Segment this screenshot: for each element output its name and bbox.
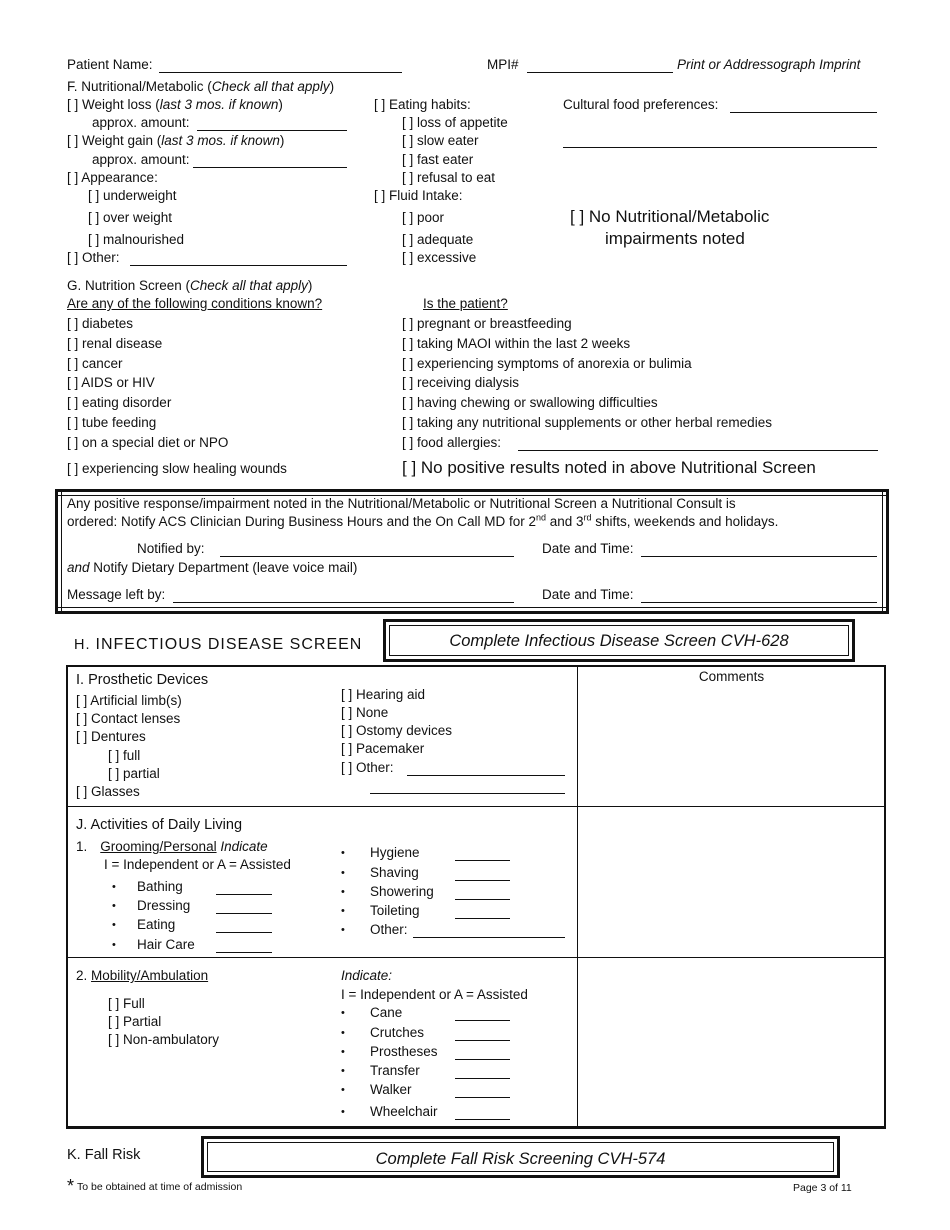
weight-loss-checkbox[interactable]: [ ] Weight loss (last 3 mos. if known) [67, 97, 283, 112]
wheelchair-field[interactable] [455, 1119, 510, 1120]
fluid-poor-checkbox[interactable]: [ ] poor [402, 210, 445, 225]
mobility-partial-checkbox[interactable]: [ ] Partial [108, 1014, 162, 1029]
overweight-checkbox[interactable]: [ ] over weight [88, 210, 173, 225]
fall-risk-link[interactable]: Complete Fall Risk Screening CVH-574 [375, 1150, 666, 1168]
crutches-label: Crutches [370, 1025, 425, 1040]
other-field[interactable] [130, 265, 347, 266]
bullet-icon: • [341, 1065, 345, 1077]
message-left-by-label: Message left by: [67, 587, 166, 602]
supplements-checkbox[interactable]: [ ] taking any nutritional supplements or other herbal remedies [402, 415, 772, 430]
tube-feeding-checkbox[interactable]: [ ] tube feeding [67, 415, 157, 430]
footer-note: To be obtained at time of admission [77, 1181, 243, 1193]
aids-hiv-checkbox[interactable]: [ ] AIDS or HIV [67, 375, 155, 390]
hygiene-field[interactable] [455, 860, 510, 861]
dentures-partial-checkbox[interactable]: [ ] partial [108, 766, 160, 781]
notify-dietary-text: and Notify Dietary Department (leave voice mail) [67, 560, 358, 575]
bullet-icon: • [112, 881, 116, 893]
anorexia-bulimia-checkbox[interactable]: [ ] experiencing symptoms of anorexia or bulimia [402, 356, 692, 371]
showering-label: Showering [370, 884, 434, 899]
maoi-checkbox[interactable]: [ ] taking MAOI within the last 2 weeks [402, 336, 631, 351]
page-number: Page 3 of 11 [793, 1182, 852, 1194]
toileting-label: Toileting [370, 903, 420, 918]
bullet-icon: • [341, 924, 345, 936]
bullet-icon: • [341, 1106, 345, 1118]
mobility-heading: 2. Mobility/Ambulation [76, 968, 209, 983]
appearance-checkbox[interactable]: [ ] Appearance: [67, 170, 158, 185]
weight-loss-amount-field[interactable] [197, 130, 347, 131]
weight-loss-amount-label: approx. amount: [92, 115, 190, 130]
bullet-icon: • [112, 919, 116, 931]
bullet-icon: • [341, 1007, 345, 1019]
asterisk-mark: * [67, 1176, 75, 1196]
eating-field[interactable] [216, 932, 272, 933]
fluid-excessive-checkbox[interactable]: [ ] excessive [402, 250, 477, 265]
weight-gain-amount-label: approx. amount: [92, 152, 190, 167]
section-f-title: F. Nutritional/Metabolic (Check all that apply) [67, 79, 335, 94]
patient-name-field[interactable] [159, 72, 402, 73]
cancer-checkbox[interactable]: [ ] cancer [67, 356, 123, 371]
cane-label: Cane [370, 1005, 403, 1020]
mpi-label: MPI# [487, 57, 519, 72]
dressing-label: Dressing [137, 898, 191, 913]
none-checkbox[interactable]: [ ] None [341, 705, 389, 720]
eating-habits-checkbox[interactable]: [ ] Eating habits: [374, 97, 471, 112]
no-nutritional-impairments-checkbox[interactable]: [ ] No Nutritional/Metabolic [570, 207, 770, 226]
artificial-limbs-checkbox[interactable]: [ ] Artificial limb(s) [76, 693, 182, 708]
devices-other-checkbox[interactable]: [ ] Other: [341, 760, 394, 775]
cultural-food-label: Cultural food preferences: [563, 97, 719, 112]
fast-eater-checkbox[interactable]: [ ] fast eater [402, 152, 474, 167]
wheelchair-label: Wheelchair [370, 1104, 438, 1119]
bullet-icon: • [341, 1046, 345, 1058]
shaving-field[interactable] [455, 880, 510, 881]
section-k-title: K. Fall Risk [67, 1147, 141, 1163]
dialysis-checkbox[interactable]: [ ] receiving dialysis [402, 375, 520, 390]
dentures-full-checkbox[interactable]: [ ] full [108, 748, 141, 763]
loss-of-appetite-checkbox[interactable]: [ ] loss of appetite [402, 115, 508, 130]
hair-care-field[interactable] [216, 952, 272, 953]
eating-label: Eating [137, 917, 176, 932]
section-i-title: I. Prosthetic Devices [76, 672, 209, 688]
crutches-field[interactable] [455, 1040, 510, 1041]
other-checkbox[interactable]: [ ] Other: [67, 250, 120, 265]
ostomy-devices-checkbox[interactable]: [ ] Ostomy devices [341, 723, 453, 738]
weight-gain-checkbox[interactable]: [ ] Weight gain (last 3 mos. if known) [67, 133, 285, 148]
cane-field[interactable] [455, 1020, 510, 1021]
glasses-checkbox[interactable]: [ ] Glasses [76, 784, 140, 799]
food-allergies-field[interactable] [518, 450, 878, 451]
showering-field[interactable] [455, 899, 510, 900]
pregnant-checkbox[interactable]: [ ] pregnant or breastfeeding [402, 316, 572, 331]
bathing-field[interactable] [216, 894, 272, 895]
no-nutritional-impairments-label: impairments noted [605, 229, 745, 248]
infectious-disease-link[interactable]: Complete Infectious Disease Screen CVH-628 [449, 632, 789, 650]
bullet-icon: • [341, 1084, 345, 1096]
bullet-icon: • [112, 900, 116, 912]
section-g-title: G. Nutrition Screen (Check all that apply) [67, 278, 313, 293]
bullet-icon: • [341, 867, 345, 879]
pacemaker-checkbox[interactable]: [ ] Pacemaker [341, 741, 425, 756]
contact-lenses-checkbox[interactable]: [ ] Contact lenses [76, 711, 181, 726]
transfer-field[interactable] [455, 1078, 510, 1079]
cultural-food-field-2[interactable] [563, 147, 877, 148]
dentures-checkbox[interactable]: [ ] Dentures [76, 729, 146, 744]
consult-text-line1: Any positive response/impairment noted in the Nutritional/Metabolic or Nutritional Screen a Nutritional Consult is [67, 496, 736, 511]
adl-other-field[interactable] [413, 937, 565, 938]
eating-disorder-checkbox[interactable]: [ ] eating disorder [67, 395, 172, 410]
consult-text-line2: ordered: Notify ACS Clinician During Business Hours and the On Call MD for 2nd and 3rd shifts, weekends and holidays. [67, 512, 779, 529]
special-diet-checkbox[interactable]: [ ] on a special diet or NPO [67, 435, 229, 450]
notified-by-field[interactable] [220, 556, 514, 557]
food-allergies-checkbox[interactable]: [ ] food allergies: [402, 435, 502, 450]
grooming-heading: 1. Grooming/Personal Indicate [76, 839, 268, 854]
notified-by-label: Notified by: [137, 541, 205, 556]
walker-label: Walker [370, 1082, 412, 1097]
notified-date-time-label: Date and Time: [542, 541, 634, 556]
walker-field[interactable] [455, 1097, 510, 1098]
prostheses-field[interactable] [455, 1059, 510, 1060]
message-date-time-label: Date and Time: [542, 587, 634, 602]
cultural-food-field[interactable] [730, 112, 877, 113]
mobility-indicate-label: Indicate: [341, 968, 393, 983]
shaving-label: Shaving [370, 865, 419, 880]
imprint-label: Print or Addressograph Imprint [677, 57, 861, 72]
slow-healing-wounds-checkbox[interactable]: [ ] experiencing slow healing wounds [67, 461, 287, 476]
mobility-ia-legend: I = Independent or A = Assisted [341, 987, 528, 1002]
toileting-field[interactable] [455, 918, 510, 919]
section-j-title: J. Activities of Daily Living [76, 817, 243, 833]
is-patient-header: Is the patient? [423, 296, 508, 311]
dressing-field[interactable] [216, 913, 272, 914]
bullet-icon: • [341, 847, 345, 859]
message-left-by-field[interactable] [173, 602, 514, 603]
bullet-icon: • [341, 905, 345, 917]
fluid-adequate-checkbox[interactable]: [ ] adequate [402, 232, 474, 247]
adl-other-label: Other: [370, 922, 408, 937]
mobility-full-checkbox[interactable]: [ ] Full [108, 996, 145, 1011]
diabetes-checkbox[interactable]: [ ] diabetes [67, 316, 134, 331]
mobility-non-ambulatory-checkbox[interactable]: [ ] Non-ambulatory [108, 1032, 220, 1047]
malnourished-checkbox[interactable]: [ ] malnourished [88, 232, 185, 247]
bathing-label: Bathing [137, 879, 183, 894]
hygiene-label: Hygiene [370, 845, 420, 860]
hair-care-label: Hair Care [137, 937, 195, 952]
transfer-label: Transfer [370, 1063, 420, 1078]
message-date-time-field[interactable] [641, 602, 877, 603]
mpi-field[interactable] [527, 72, 673, 73]
conditions-known-header: Are any of the following conditions known? [67, 296, 323, 311]
section-h-title: H. INFECTIOUS DISEASE SCREEN [74, 636, 363, 653]
chewing-swallowing-checkbox[interactable]: [ ] having chewing or swallowing difficulties [402, 395, 658, 410]
bullet-icon: • [341, 886, 345, 898]
weight-gain-amount-field[interactable] [193, 167, 347, 168]
bullet-icon: • [112, 939, 116, 951]
slow-eater-checkbox[interactable]: [ ] slow eater [402, 133, 479, 148]
prostheses-label: Prostheses [370, 1044, 438, 1059]
comments-header: Comments [698, 669, 765, 684]
bullet-icon: • [341, 1027, 345, 1039]
underweight-checkbox[interactable]: [ ] underweight [88, 188, 177, 203]
grooming-ia-legend: I = Independent or A = Assisted [104, 857, 291, 872]
notified-date-time-field[interactable] [641, 556, 877, 557]
refusal-to-eat-checkbox[interactable]: [ ] refusal to eat [402, 170, 496, 185]
devices-other-field[interactable] [407, 775, 565, 776]
devices-other-field-2[interactable] [370, 793, 565, 794]
fluid-intake-checkbox[interactable]: [ ] Fluid Intake: [374, 188, 463, 203]
hearing-aid-checkbox[interactable]: [ ] Hearing aid [341, 687, 426, 702]
no-positive-results-checkbox[interactable]: [ ] No positive results noted in above Nutritional Screen [402, 458, 816, 477]
renal-disease-checkbox[interactable]: [ ] renal disease [67, 336, 163, 351]
patient-name-label: Patient Name: [67, 57, 153, 72]
